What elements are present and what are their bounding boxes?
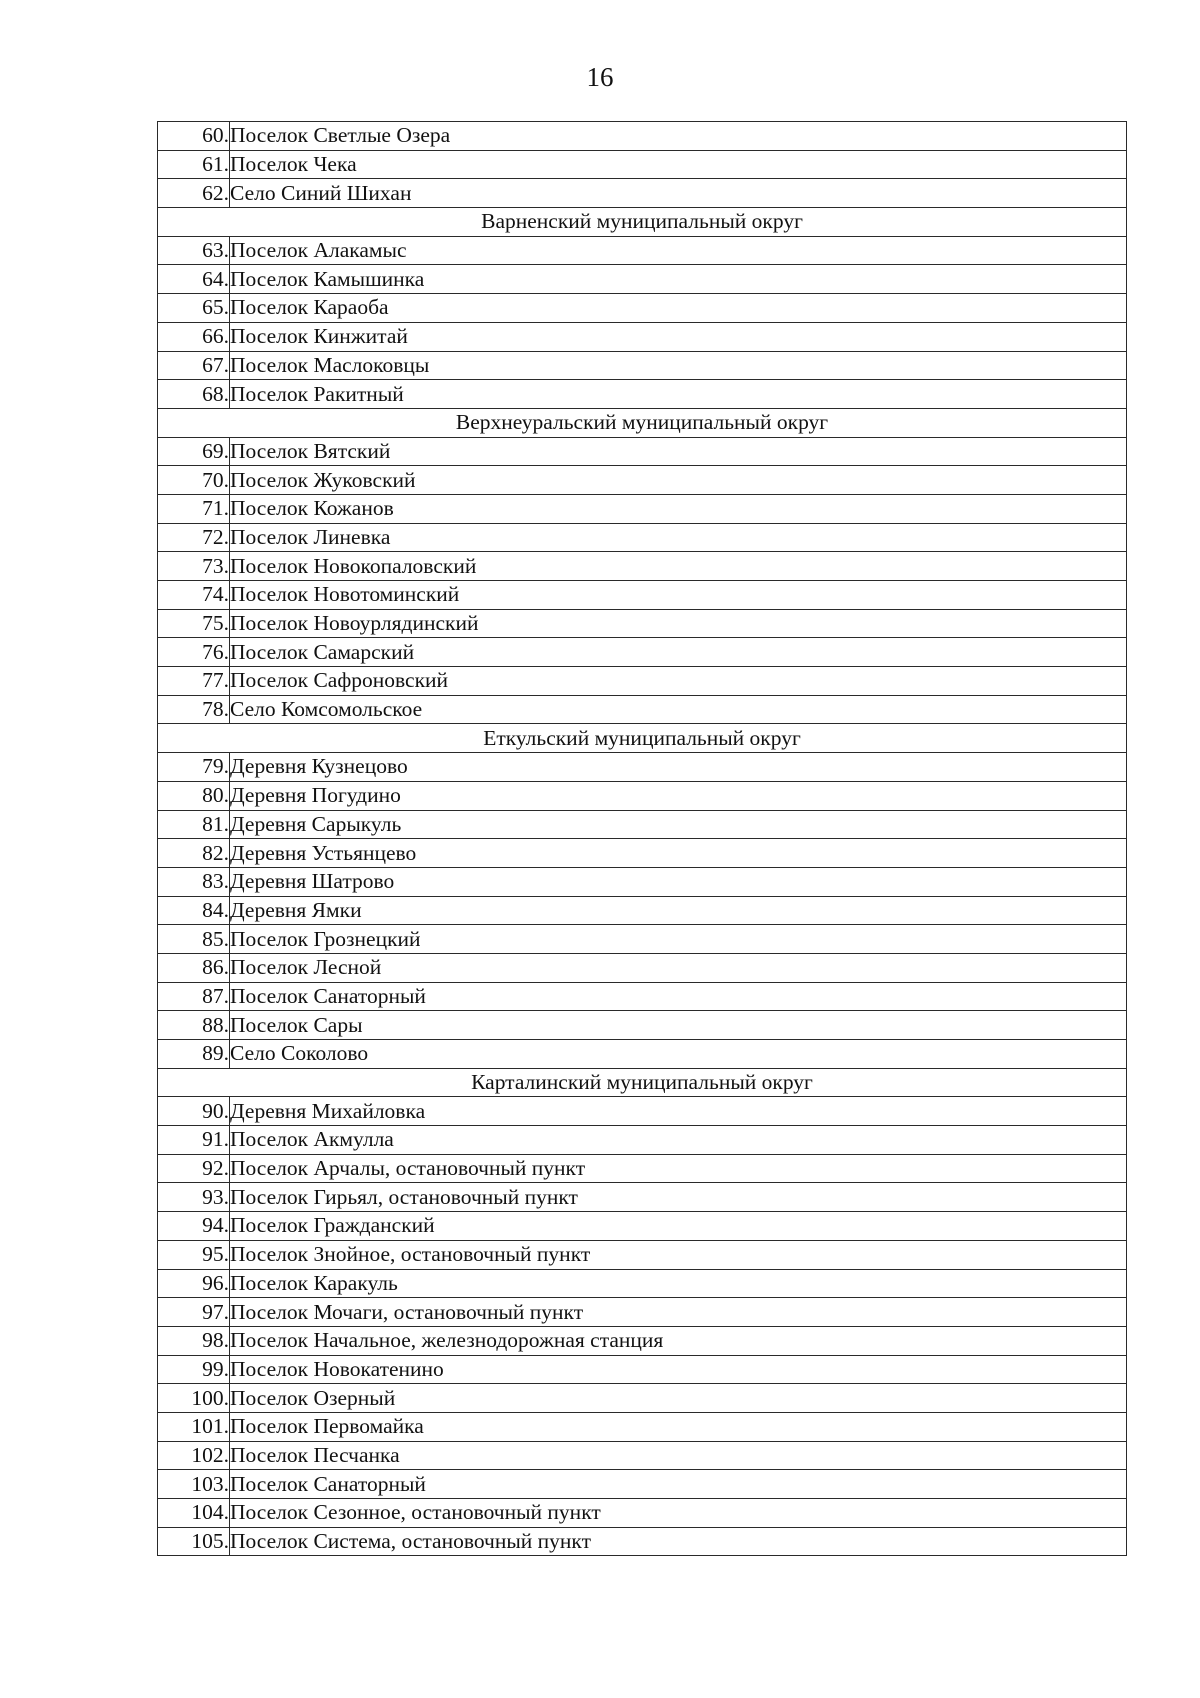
row-number: 85. bbox=[158, 925, 230, 954]
table-row bbox=[158, 1269, 1127, 1298]
row-number: 76. bbox=[158, 638, 230, 667]
row-number: 101. bbox=[158, 1412, 230, 1441]
settlement-name: Поселок Лесной bbox=[230, 953, 1127, 982]
row-number: 74. bbox=[158, 581, 230, 610]
district-header-row bbox=[158, 724, 1127, 753]
district-header-row bbox=[158, 408, 1127, 437]
table-row bbox=[158, 265, 1127, 294]
row-number: 68. bbox=[158, 380, 230, 409]
table-row bbox=[158, 380, 1127, 409]
settlement-name: Поселок Караоба bbox=[230, 294, 1127, 323]
row-number: 67. bbox=[158, 351, 230, 380]
settlement-name: Поселок Алакамыс bbox=[230, 236, 1127, 265]
table-row bbox=[158, 1355, 1127, 1384]
settlement-name: Поселок Жуковский bbox=[230, 466, 1127, 495]
row-number: 63. bbox=[158, 236, 230, 265]
table-row bbox=[158, 638, 1127, 667]
table-row bbox=[158, 925, 1127, 954]
district-title: Еткульский муниципальный округ bbox=[158, 724, 1127, 753]
settlement-name: Село Соколово bbox=[230, 1040, 1127, 1069]
table-row bbox=[158, 1212, 1127, 1241]
row-number: 61. bbox=[158, 150, 230, 179]
table-row bbox=[158, 896, 1127, 925]
table-row bbox=[158, 150, 1127, 179]
table-row bbox=[158, 236, 1127, 265]
row-number: 78. bbox=[158, 695, 230, 724]
table-row bbox=[158, 1154, 1127, 1183]
row-number: 89. bbox=[158, 1040, 230, 1069]
row-number: 102. bbox=[158, 1441, 230, 1470]
row-number: 66. bbox=[158, 322, 230, 351]
district-title: Варненский муниципальный округ bbox=[158, 208, 1127, 237]
row-number: 88. bbox=[158, 1011, 230, 1040]
settlement-name: Поселок Светлые Озера bbox=[230, 122, 1127, 151]
table-row bbox=[158, 953, 1127, 982]
district-title: Верхнеуральский муниципальный округ bbox=[158, 408, 1127, 437]
table-row bbox=[158, 1240, 1127, 1269]
table-row bbox=[158, 1499, 1127, 1528]
settlement-name: Поселок Кожанов bbox=[230, 494, 1127, 523]
row-number: 93. bbox=[158, 1183, 230, 1212]
table-row bbox=[158, 810, 1127, 839]
page-number: 16 bbox=[586, 62, 614, 92]
settlement-name: Поселок Начальное, железнодорожная станция bbox=[230, 1326, 1127, 1355]
table-row bbox=[158, 1298, 1127, 1327]
settlement-name: Деревня Кузнецово bbox=[230, 753, 1127, 782]
table-row bbox=[158, 437, 1127, 466]
settlement-name: Поселок Арчалы, остановочный пункт bbox=[230, 1154, 1127, 1183]
settlement-name: Поселок Грознецкий bbox=[230, 925, 1127, 954]
settlement-name: Село Комсомольское bbox=[230, 695, 1127, 724]
table-row bbox=[158, 781, 1127, 810]
row-number: 71. bbox=[158, 494, 230, 523]
settlements-table-body bbox=[158, 122, 1127, 1556]
settlement-name: Поселок Каракуль bbox=[230, 1269, 1127, 1298]
settlement-name: Деревня Устьянцево bbox=[230, 839, 1127, 868]
row-number: 70. bbox=[158, 466, 230, 495]
table-row bbox=[158, 1527, 1127, 1556]
settlement-name: Поселок Гражданский bbox=[230, 1212, 1127, 1241]
row-number: 79. bbox=[158, 753, 230, 782]
row-number: 92. bbox=[158, 1154, 230, 1183]
table-row bbox=[158, 695, 1127, 724]
table-row bbox=[158, 1011, 1127, 1040]
settlement-name: Село Синий Шихан bbox=[230, 179, 1127, 208]
row-number: 73. bbox=[158, 552, 230, 581]
table-row bbox=[158, 1326, 1127, 1355]
settlement-name: Поселок Мочаги, остановочный пункт bbox=[230, 1298, 1127, 1327]
table-row bbox=[158, 494, 1127, 523]
row-number: 69. bbox=[158, 437, 230, 466]
settlement-name: Поселок Акмулла bbox=[230, 1126, 1127, 1155]
settlement-name: Деревня Михайловка bbox=[230, 1097, 1127, 1126]
table-row bbox=[158, 552, 1127, 581]
settlement-name: Деревня Погудино bbox=[230, 781, 1127, 810]
settlement-name: Поселок Сары bbox=[230, 1011, 1127, 1040]
row-number: 65. bbox=[158, 294, 230, 323]
settlement-name: Поселок Система, остановочный пункт bbox=[230, 1527, 1127, 1556]
settlement-name: Поселок Камышинка bbox=[230, 265, 1127, 294]
table-row bbox=[158, 466, 1127, 495]
settlement-name: Поселок Кинжитай bbox=[230, 322, 1127, 351]
table-row bbox=[158, 294, 1127, 323]
settlement-name: Поселок Линевка bbox=[230, 523, 1127, 552]
table-row bbox=[158, 523, 1127, 552]
row-number: 99. bbox=[158, 1355, 230, 1384]
row-number: 103. bbox=[158, 1470, 230, 1499]
row-number: 97. bbox=[158, 1298, 230, 1327]
settlement-name: Поселок Новотоминский bbox=[230, 581, 1127, 610]
settlement-name: Поселок Новокатенино bbox=[230, 1355, 1127, 1384]
row-number: 72. bbox=[158, 523, 230, 552]
settlement-name: Поселок Ракитный bbox=[230, 380, 1127, 409]
row-number: 75. bbox=[158, 609, 230, 638]
settlement-name: Поселок Самарский bbox=[230, 638, 1127, 667]
table-row bbox=[158, 609, 1127, 638]
table-row bbox=[158, 667, 1127, 696]
table-row bbox=[158, 982, 1127, 1011]
table-row bbox=[158, 1412, 1127, 1441]
table-row bbox=[158, 322, 1127, 351]
table-row bbox=[158, 1183, 1127, 1212]
table-row bbox=[158, 1040, 1127, 1069]
row-number: 91. bbox=[158, 1126, 230, 1155]
settlement-name: Поселок Новоурлядинский bbox=[230, 609, 1127, 638]
table-row bbox=[158, 1470, 1127, 1499]
row-number: 60. bbox=[158, 122, 230, 151]
row-number: 62. bbox=[158, 179, 230, 208]
table-row bbox=[158, 351, 1127, 380]
row-number: 87. bbox=[158, 982, 230, 1011]
row-number: 104. bbox=[158, 1499, 230, 1528]
table-row bbox=[158, 867, 1127, 896]
table-row bbox=[158, 1384, 1127, 1413]
settlement-name: Поселок Первомайка bbox=[230, 1412, 1127, 1441]
settlement-name: Поселок Чека bbox=[230, 150, 1127, 179]
settlement-name: Поселок Песчанка bbox=[230, 1441, 1127, 1470]
settlement-name: Поселок Новокопаловский bbox=[230, 552, 1127, 581]
row-number: 64. bbox=[158, 265, 230, 294]
district-header-row bbox=[158, 1068, 1127, 1097]
row-number: 82. bbox=[158, 839, 230, 868]
row-number: 96. bbox=[158, 1269, 230, 1298]
row-number: 95. bbox=[158, 1240, 230, 1269]
row-number: 90. bbox=[158, 1097, 230, 1126]
district-header-row bbox=[158, 208, 1127, 237]
settlement-name: Поселок Вятский bbox=[230, 437, 1127, 466]
row-number: 86. bbox=[158, 953, 230, 982]
settlement-name: Поселок Озерный bbox=[230, 1384, 1127, 1413]
table-row bbox=[158, 581, 1127, 610]
settlement-name: Поселок Знойное, остановочный пункт bbox=[230, 1240, 1127, 1269]
district-title: Карталинский муниципальный округ bbox=[158, 1068, 1127, 1097]
settlement-name: Деревня Ямки bbox=[230, 896, 1127, 925]
settlement-name: Деревня Шатрово bbox=[230, 867, 1127, 896]
row-number: 84. bbox=[158, 896, 230, 925]
row-number: 77. bbox=[158, 667, 230, 696]
table-row bbox=[158, 839, 1127, 868]
row-number: 98. bbox=[158, 1326, 230, 1355]
table-row bbox=[158, 122, 1127, 151]
table-row bbox=[158, 179, 1127, 208]
table-row bbox=[158, 1126, 1127, 1155]
row-number: 100. bbox=[158, 1384, 230, 1413]
row-number: 80. bbox=[158, 781, 230, 810]
settlement-name: Поселок Сезонное, остановочный пункт bbox=[230, 1499, 1127, 1528]
settlement-name: Поселок Маслоковцы bbox=[230, 351, 1127, 380]
settlement-name: Поселок Гирьял, остановочный пункт bbox=[230, 1183, 1127, 1212]
row-number: 94. bbox=[158, 1212, 230, 1241]
row-number: 83. bbox=[158, 867, 230, 896]
settlement-name: Поселок Сафроновский bbox=[230, 667, 1127, 696]
settlement-name: Поселок Санаторный bbox=[230, 1470, 1127, 1499]
settlements-table bbox=[157, 121, 1127, 1556]
table-row bbox=[158, 1097, 1127, 1126]
table-row bbox=[158, 1441, 1127, 1470]
settlement-name: Поселок Санаторный bbox=[230, 982, 1127, 1011]
settlement-name: Деревня Сарыкуль bbox=[230, 810, 1127, 839]
row-number: 81. bbox=[158, 810, 230, 839]
row-number: 105. bbox=[158, 1527, 230, 1556]
table-row bbox=[158, 753, 1127, 782]
